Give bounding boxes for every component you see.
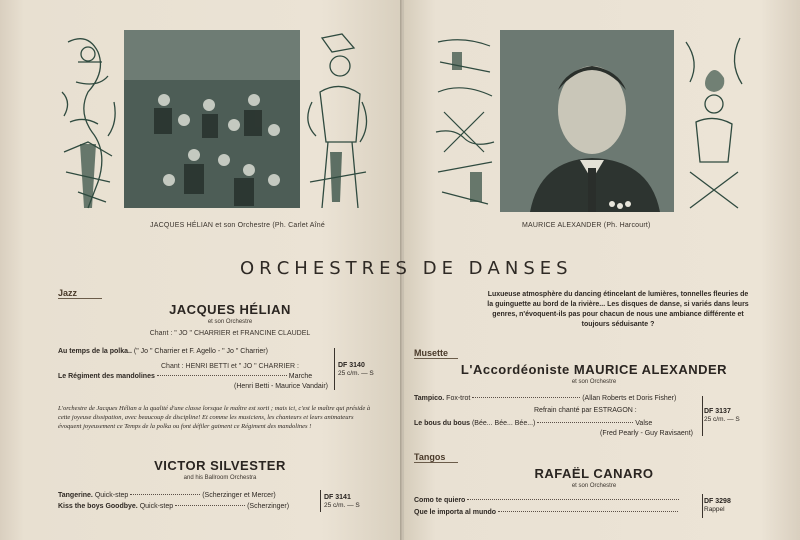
title-letter: S [556,258,573,279]
silvester-track-2 [58,503,289,510]
band-sub-silvester: and his Ballroom Orchestra [183,475,257,481]
title-letter: A [487,258,505,279]
track-extra: (Bée... Bée... Bée...) [471,420,536,427]
title-letter: H [294,258,313,279]
title-letter: S [329,258,346,279]
title-letter: O [240,258,260,279]
helian-catalog-ref [338,362,374,378]
track-title: Tangerine. [58,492,93,499]
track-title: Kiss the boys Goodbye. [58,503,138,510]
canaro-track-2 [414,509,678,516]
intro-blurb: Luxueuse atmosphère du dancing étincelant de lumières, tonnelles fleuries de la guinguette au bord de la rivière... Les disques de danse, si variés dans leurs genres, n'évoquent-ils pas pour chacun de nous une ambiance différente et toujours séduisante ? [487,291,749,328]
title-letter: E [379,258,396,279]
catalog-number: DF 3140 [338,362,365,369]
title-letter: R [259,258,277,279]
band-sub-alexander: et son Orchestre [571,379,617,385]
title-letter: S [395,258,412,279]
landscape-sketch-illustration [434,32,496,212]
alexander-photo-caption: MAURICE ALEXANDER (Ph. Harcourt) [522,222,651,229]
track-style: Quick-step [139,503,174,510]
helian-chant-1: Chant : " JO " CHARRIER et FRANCINE CLAUDEL [149,330,311,337]
track-style: Fox-trot [446,395,471,402]
track-title: Tampico. [414,395,445,402]
title-letter: E [441,258,458,279]
ref-brace [316,490,321,512]
title-letter: C [276,258,295,279]
ref-brace [330,348,335,390]
catalog-size: 25 c/m. — S [338,370,374,377]
ref-brace [698,396,703,436]
catalog-number: DF 3298 [704,498,731,505]
helian-track-1 [58,348,268,355]
canaro-catalog-ref [704,498,731,514]
dancer-sketch-illustration [58,32,122,210]
track-style: Valse [635,420,653,427]
title-letter: R [361,258,380,279]
alexander-catalog-ref [704,408,740,424]
title-letter: T [345,258,362,279]
track-style: Marche [288,373,313,380]
helian-track-2 [58,373,312,380]
band-name-canaro: RAFAËL CANARO [534,466,654,481]
ref-brace [698,494,703,518]
title-letter: S [523,258,540,279]
title-letter [458,258,469,279]
catalog-size: 25 c/m. — S [704,416,740,423]
helian-description: L'orchestre de Jacques Hélian a la qualité d'une classe lorsque le maître est sorti ; mais ici, c'est le maître qui préside à cette joyeuse dissipation, avec beaucoup de discipline! Et comme les musiciens, les chanteurs et leurs animateurs évoquent joyeusement ce Temps de la polka ou font défiler gaiment ce Régiment des mandolines ! [58,405,371,430]
leader-dots [467,499,679,500]
leader-dots [498,511,678,512]
canaro-track-1 [414,497,679,504]
band-sub-canaro: et son Orchestre [571,483,617,489]
track-credit: (Scherzinger et Mercer) [202,492,276,499]
track-style: Quick-step [94,492,129,499]
leader-dots [472,397,580,398]
track-title: Le bous du bous [414,420,470,427]
catalog-size: 25 c/m. — S [324,502,360,509]
band-name-alexander: L'Accordéoniste MAURICE ALEXANDER [460,362,728,377]
leader-dots [537,422,633,423]
musician-sketch-illustration [302,32,372,212]
helian-photo-caption: JACQUES HÉLIAN et son Orchestre (Ph. Carlet Aîné [150,222,325,229]
track-title: Que le importa al mundo [414,509,497,516]
leader-dots [130,494,200,495]
alexander-refrain: Refrain chanté par ESTRAGON : [534,407,637,414]
band-name-silvester: VICTOR SILVESTER [154,458,286,473]
track-title: Le Régiment des mandolines [58,373,155,380]
leader-dots [157,375,287,376]
alexander-track-2 [414,420,652,427]
title-letter: D [468,258,488,279]
silvester-track-1 [58,492,276,499]
title-letter: E [312,258,330,279]
helian-track-2-credit: (Henri Betti - Maurice Vandair) [234,383,329,390]
alexander-track-2-credit: (Fred Pearly - Guy Ravisaent) [600,430,693,437]
maurice-alexander-portrait [500,30,674,212]
section-label-tangos: Tangos [414,452,458,463]
track-title: Como te quiero [414,497,466,504]
title-letter: D [422,258,442,279]
title-letter: E [539,258,557,279]
catalog-number: DF 3137 [704,408,731,415]
alexander-track-1 [414,395,676,402]
section-label-musette: Musette [414,348,458,359]
jacques-helian-orchestra-photo [124,30,300,208]
section-label-jazz: Jazz [58,288,102,299]
dancing-couple-sketch-illustration [680,32,748,212]
track-credit: (Allan Roberts et Doris Fisher) [582,395,677,402]
track-title: Au temps de la polka.. [58,348,132,355]
catalog-number: DF 3141 [324,494,351,501]
track-credit: (Scherzinger) [247,503,290,510]
leader-dots [175,505,245,506]
silvester-catalog-ref [324,494,360,510]
helian-chant-2: Chant : HENRI BETTI et " JO " CHARRIER : [161,363,299,370]
band-name-helian: JACQUES HÉLIAN [169,302,291,317]
title-letter: N [504,258,524,279]
spread-title [240,258,573,279]
track-credit: (" Jo " Charrier et F. Agello - " Jo " Charrier) [133,348,268,355]
band-sub-helian: et son Orchestre [207,319,253,325]
title-letter [412,258,423,279]
catalog-note: Rappel [704,506,725,513]
